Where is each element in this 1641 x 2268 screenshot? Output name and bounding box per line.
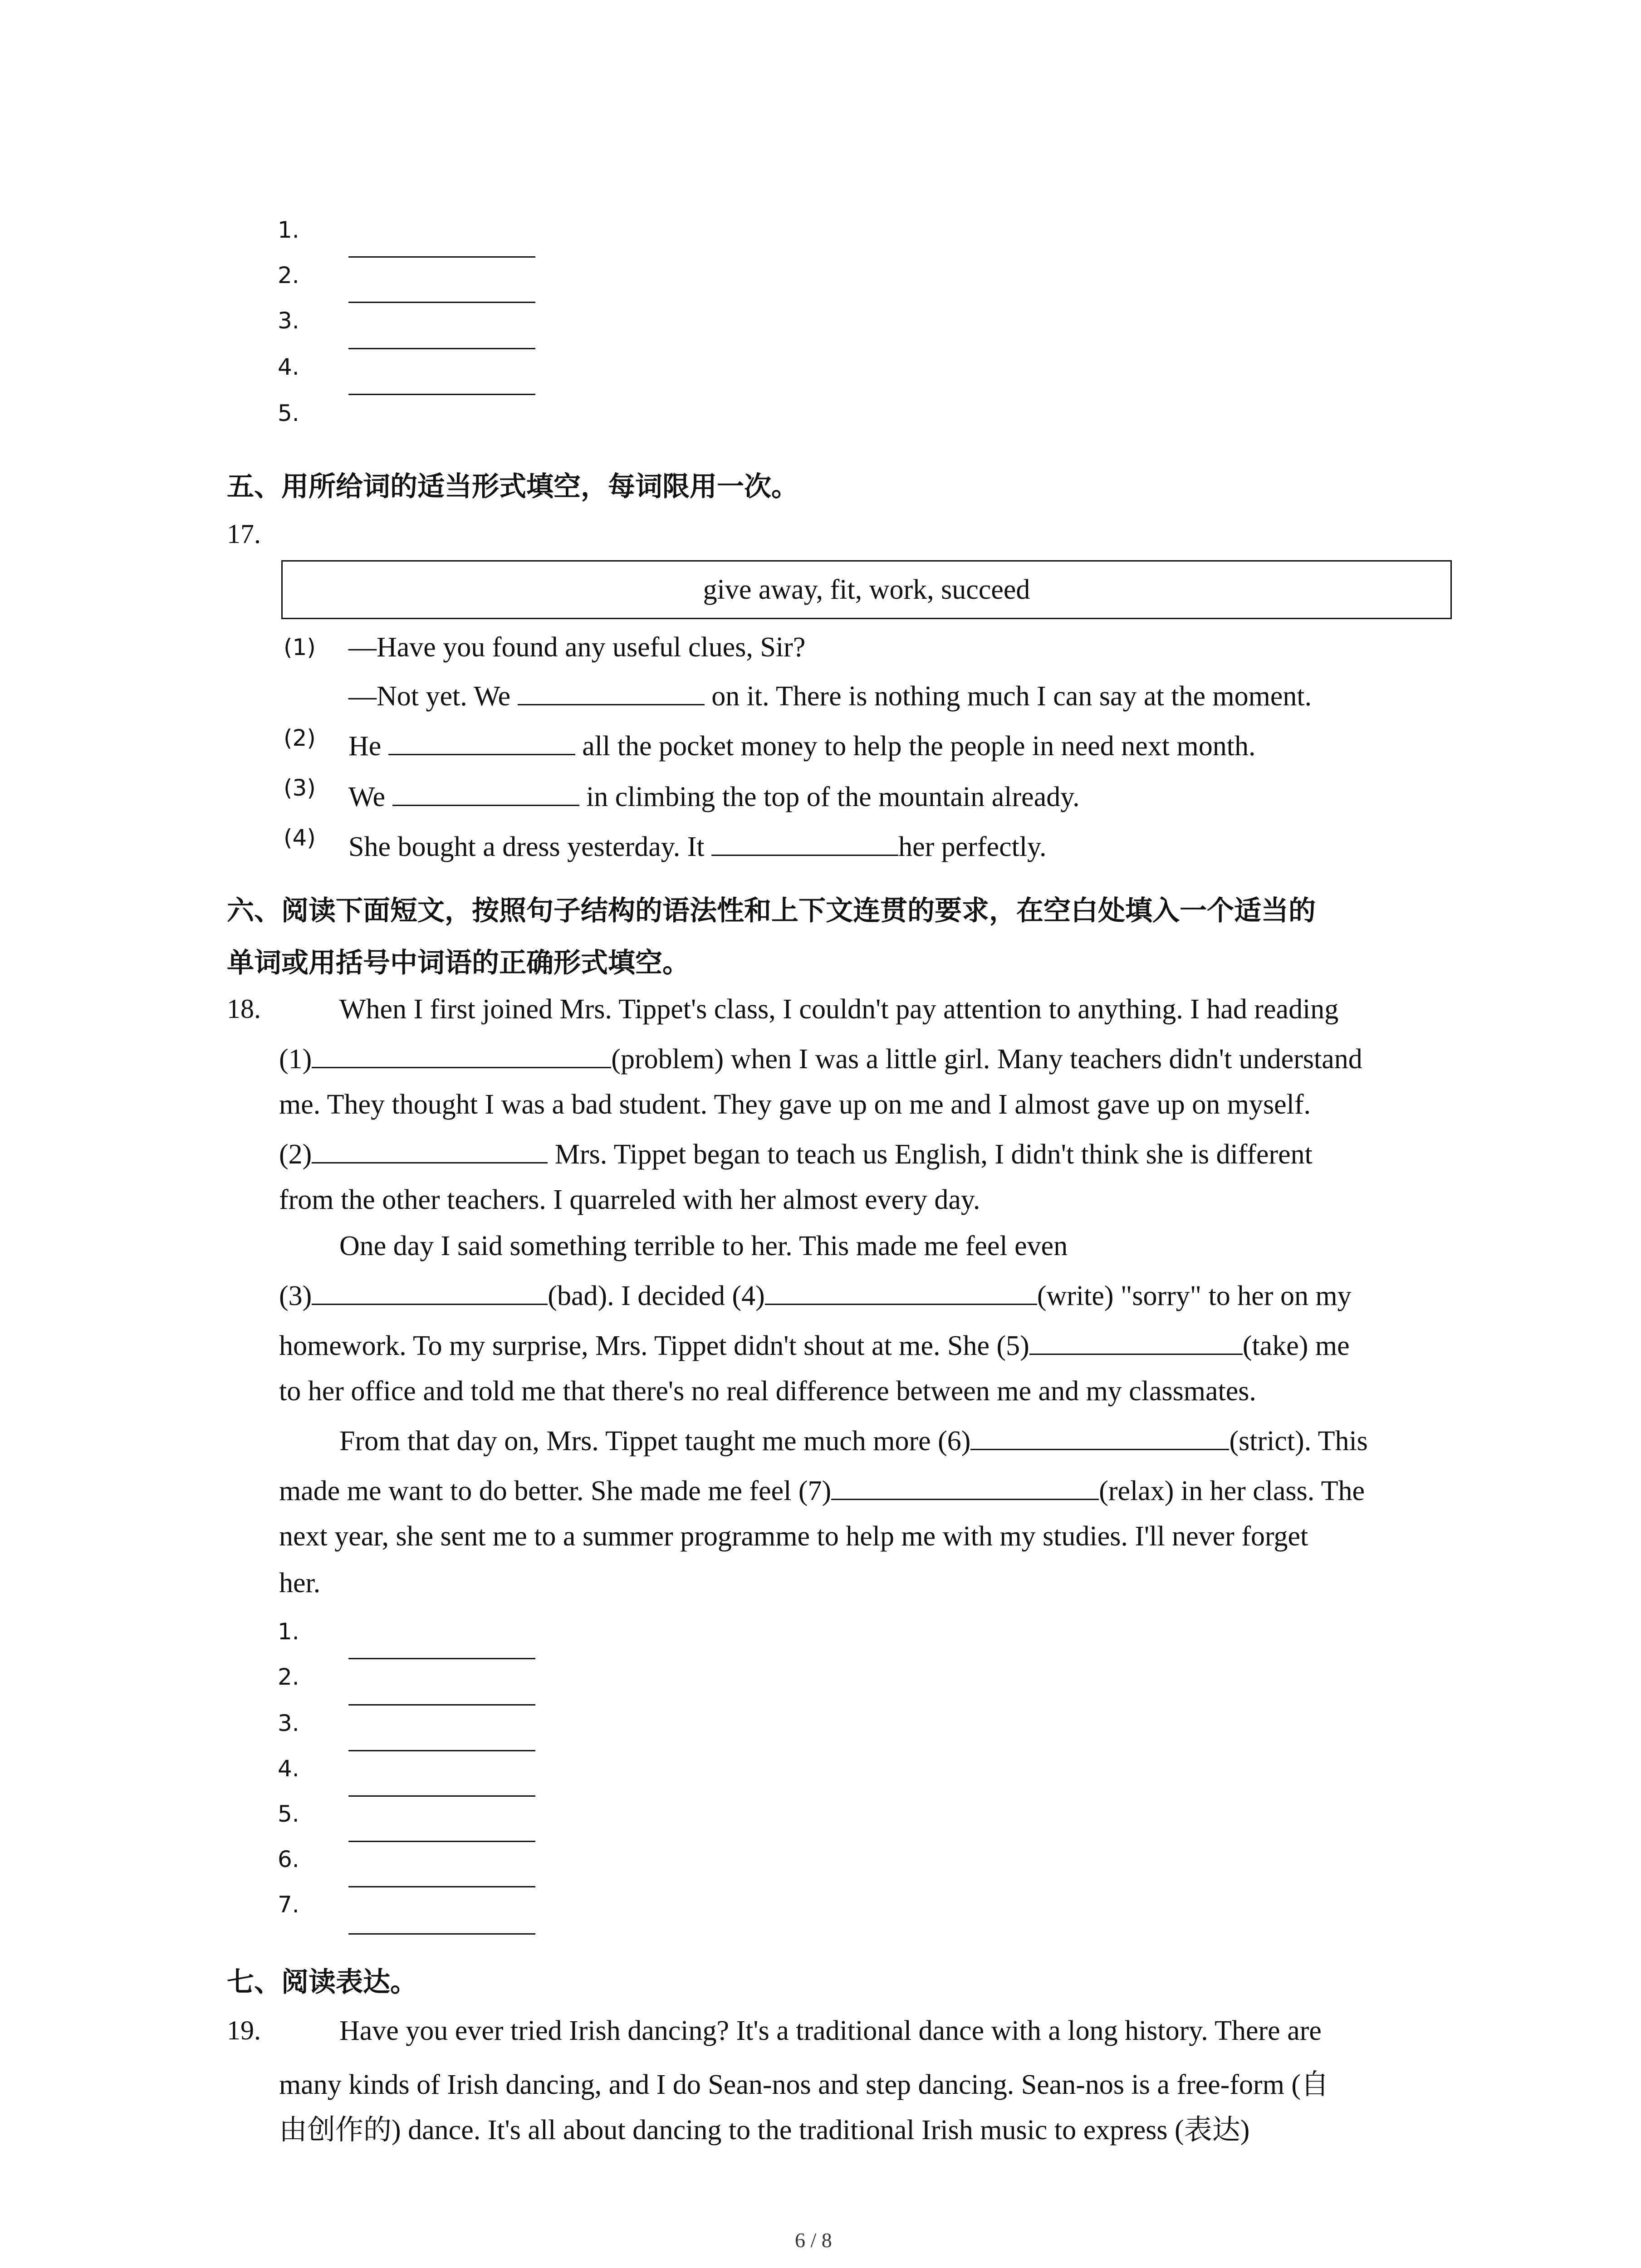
answer-blank-2[interactable]: [348, 302, 535, 303]
passage-line-10-text-a: From that day on, Mrs. Tippet taught me much more (6): [339, 1426, 971, 1457]
item-1-post: on it. There is nothing much I can say at the moment.: [711, 681, 1312, 712]
question-18-number: 18.: [227, 994, 261, 1024]
passage-line-7-text-b: (write) "sorry" to her on my: [1037, 1281, 1352, 1311]
s6-answer-label-3: 3.: [278, 1710, 299, 1736]
item-1-line1: —Have you found any useful clues, Sir?: [348, 632, 806, 663]
section6-heading-line2: 单词或用括号中词语的正确形式填空。: [227, 947, 690, 979]
section7-heading: 七、阅读表达。: [227, 1966, 417, 1998]
passage-blank-2[interactable]: [312, 1139, 548, 1163]
s7-line-2-text: many kinds of Irish dancing, and I do Sean-nos and step dancing. Sean-nos is a free-form (: [279, 2069, 1301, 2100]
item-2-pre: He: [348, 731, 382, 762]
s6-answer-blank-5[interactable]: [348, 1841, 535, 1842]
answer-blank-4[interactable]: [348, 394, 535, 395]
passage-blank-5[interactable]: [1029, 1330, 1243, 1355]
passage-line-11-text-b: (relax) in her class. The: [1099, 1476, 1365, 1506]
item-3-post: in climbing the top of the mountain already.: [586, 782, 1080, 812]
s6-answer-label-5: 5.: [278, 1801, 299, 1827]
s7-line-3-paren: ): [1240, 2115, 1250, 2146]
answer-label-2: 2.: [278, 262, 299, 288]
s7-line-3: [279, 2107, 1249, 2147]
item-4-blank[interactable]: [711, 831, 898, 856]
question-17-number: 17.: [227, 519, 261, 549]
s6-answer-blank-7[interactable]: [348, 1933, 535, 1935]
passage-line-7-text-a: (bad). I decided (4): [548, 1281, 765, 1311]
passage-blank-6[interactable]: [970, 1425, 1229, 1450]
s7-line-3-text: ) dance. It's all about dancing to the traditional Irish music to express (: [392, 2115, 1184, 2146]
answer-blank-1[interactable]: [348, 256, 535, 258]
passage-line-10: [339, 1425, 1368, 1457]
passage-line-2: [279, 1043, 1362, 1075]
item-3-label: (3): [284, 775, 316, 801]
passage-line-10-text-b: (strict). This: [1229, 1426, 1368, 1457]
item-3-blank[interactable]: [392, 781, 579, 806]
answer-label-4: 4.: [278, 354, 299, 380]
s6-answer-blank-3[interactable]: [348, 1750, 535, 1751]
passage-line-12: next year, she sent me to a summer programme to help me with my studies. I'll never forget: [279, 1521, 1308, 1552]
word-box-text: give away, fit, work, succeed: [703, 574, 1030, 605]
passage-line-4-text: Mrs. Tippet began to teach us English, I didn't think she is different: [554, 1139, 1313, 1170]
passage-line-4: [279, 1139, 1313, 1171]
s7-line-2-chinese: 自: [1301, 2068, 1329, 2101]
passage-line-11: [279, 1475, 1365, 1507]
s6-answer-blank-6[interactable]: [348, 1886, 535, 1887]
s7-line-3-chinese-b: 表达: [1184, 2113, 1240, 2146]
s6-answer-label-1: 1.: [278, 1618, 299, 1645]
s6-answer-label-4: 4.: [278, 1755, 299, 1782]
passage-line-6: One day I said something terrible to her. This made me feel even: [339, 1231, 1068, 1261]
s6-answer-blank-2[interactable]: [348, 1704, 535, 1706]
passage-line-9: to her office and told me that there's no real difference between me and my classmates.: [279, 1376, 1256, 1407]
word-box: [281, 560, 1452, 619]
item-4-pre: She bought a dress yesterday. It: [348, 831, 705, 862]
item-2-post: all the pocket money to help the people in need next month.: [582, 731, 1256, 762]
answer-label-5: 5.: [278, 400, 299, 426]
s7-line-3-chinese-a: 由创作的: [279, 2113, 392, 2146]
item-1-line2: [348, 680, 1312, 713]
passage-blank-3[interactable]: [312, 1280, 548, 1305]
s6-answer-blank-4[interactable]: [348, 1795, 535, 1797]
item-4-label: (4): [284, 825, 316, 851]
s7-line-2: [279, 2062, 1329, 2102]
item-3-line: [348, 781, 1080, 813]
item-4-line: [348, 831, 1047, 863]
passage-blank-1[interactable]: [312, 1043, 611, 1068]
answer-label-1: 1.: [278, 217, 299, 243]
s6-answer-label-7: 7.: [278, 1892, 299, 1918]
answer-label-3: 3.: [278, 308, 299, 334]
item-1-pre: —Not yet. We: [348, 681, 511, 712]
blank-1-label: (1): [279, 1044, 312, 1075]
s7-line-1: Have you ever tried Irish dancing? It's a traditional dance with a long history. There are: [339, 2015, 1322, 2046]
passage-line-1: When I first joined Mrs. Tippet's class, I couldn't pay attention to anything. I had reading: [339, 994, 1339, 1025]
passage-line-2-text: (problem) when I was a little girl. Many teachers didn't understand: [611, 1044, 1362, 1075]
page-number: 6 / 8: [795, 2229, 832, 2252]
passage-line-11-text-a: made me want to do better. She made me feel (7): [279, 1476, 832, 1506]
passage-blank-7[interactable]: [831, 1475, 1099, 1500]
question-19-number: 19.: [227, 2015, 261, 2045]
passage-line-5: from the other teachers. I quarreled with her almost every day.: [279, 1184, 980, 1215]
passage-line-7: [279, 1280, 1352, 1312]
section6-heading-line1: 六、阅读下面短文，按照句子结构的语法性和上下文连贯的要求，在空白处填入一个适当的: [227, 895, 1316, 927]
item-3-pre: We: [348, 782, 386, 812]
passage-line-3: me. They thought I was a bad student. They gave up on me and I almost gave up on myself.: [279, 1089, 1311, 1120]
item-2-line: [348, 730, 1255, 763]
item-4-post: her perfectly.: [898, 831, 1047, 862]
item-2-blank[interactable]: [388, 730, 575, 755]
passage-line-13: her.: [279, 1568, 321, 1598]
passage-blank-4[interactable]: [765, 1280, 1037, 1305]
blank-3-label: (3): [279, 1281, 312, 1311]
passage-line-8-text-a: homework. To my surprise, Mrs. Tippet didn't shout at me. She (5): [279, 1330, 1029, 1361]
passage-line-8: [279, 1330, 1350, 1362]
item-1-label: (1): [284, 634, 316, 660]
s6-answer-label-2: 2.: [278, 1664, 299, 1690]
section5-heading: 五、用所给词的适当形式填空，每词限用一次。: [227, 471, 798, 503]
item-2-label: (2): [284, 725, 316, 751]
s6-answer-label-6: 6.: [278, 1846, 299, 1872]
item-1-blank[interactable]: [518, 680, 705, 705]
answer-blank-3[interactable]: [348, 348, 535, 349]
s6-answer-blank-1[interactable]: [348, 1658, 535, 1659]
passage-line-8-text-b: (take) me: [1242, 1330, 1350, 1361]
blank-2-label: (2): [279, 1139, 312, 1170]
